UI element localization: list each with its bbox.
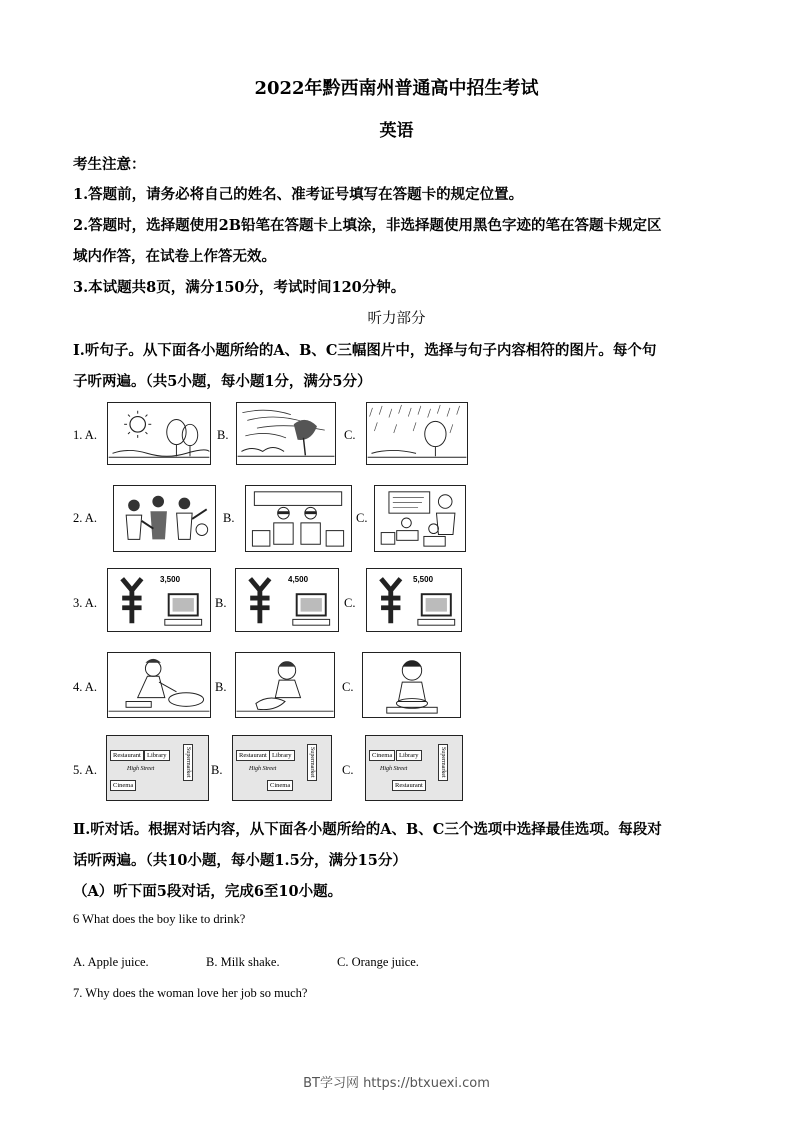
windy-scene-icon (237, 403, 335, 464)
q3-picture-a[interactable] (107, 568, 211, 632)
q4-picture-c[interactable] (362, 652, 461, 718)
map-library-label: Library (144, 750, 170, 761)
map-restaurant-label: Restaurant (110, 750, 144, 761)
q1-picture-a[interactable] (107, 402, 211, 465)
question-6: 6 What does the boy like to drink? (73, 912, 246, 926)
q1-c-label: C. (344, 428, 356, 442)
q6-option-a[interactable]: A. Apple juice. (73, 955, 149, 969)
exam-title: 2022年黔西南州普通高中招生考试 (254, 78, 539, 99)
map-supermarket-label: Supermarket (183, 744, 193, 781)
yuan-computer-icon (236, 569, 338, 631)
exam-subject: 英语 (379, 121, 414, 141)
band-playing-icon (114, 486, 215, 551)
map-library-label: Library (396, 750, 422, 761)
map-cinema-label: Cinema (110, 780, 136, 791)
q1-picture-b[interactable] (236, 402, 336, 465)
sunny-scene-icon (108, 403, 210, 464)
q4-picture-a[interactable] (107, 652, 211, 718)
q3-price-b: 4,500 (288, 575, 309, 584)
footer-watermark: BT学习网 https://btxuexi.com (303, 1076, 490, 1091)
q3-price-a: 3,500 (160, 575, 181, 584)
yuan-computer-icon (108, 569, 210, 631)
map-cinema-label: Cinema (267, 780, 293, 791)
classroom-icon (375, 486, 465, 551)
girl-washing-icon (108, 653, 210, 717)
q1-label: 1. A. (73, 428, 97, 442)
q5-picture-a[interactable] (106, 735, 209, 801)
q5-label: 5. A. (73, 763, 97, 777)
map-restaurant-label: Restaurant (392, 780, 426, 791)
q2-b-label: B. (223, 511, 235, 525)
q1-picture-c[interactable] (366, 402, 468, 465)
q1-b-label: B. (217, 428, 229, 442)
part1-instruction-2: 子听两遍。（共5小题，每小题1分，满分5分） (73, 373, 372, 390)
q5-b-label: B. (211, 763, 223, 777)
q6-option-b[interactable]: B. Milk shake. (206, 955, 280, 969)
q2-picture-a[interactable] (113, 485, 216, 552)
q2-picture-b[interactable] (245, 485, 352, 552)
cinema-audience-icon (246, 486, 351, 551)
notice-item-2: 2.答题时，选择题使用2B铅笔在答题卡上填涂，非选择题使用黑色字迹的笔在答题卡规定区 (73, 217, 662, 234)
q3-picture-b[interactable] (235, 568, 339, 632)
part2-instruction-1: Ⅱ.听对话。根据对话内容，从下面各小题所给的A、B、C三个选项中选择最佳选项。每段对 (73, 821, 662, 838)
q4-label: 4. A. (73, 680, 97, 694)
listening-heading: 听力部分 (367, 311, 426, 327)
q5-picture-b[interactable] (232, 735, 332, 801)
part2-sub-a: （A）听下面5段对话，完成6至10小题。 (73, 883, 343, 900)
q4-picture-b[interactable] (235, 652, 335, 718)
map-street-label: High Street (249, 766, 277, 772)
notice-item-1: 1.答题前，请务必将自己的姓名、准考证号填写在答题卡的规定位置。 (73, 186, 524, 203)
question-7: 7. Why does the woman love her job so much? (73, 986, 308, 1000)
map-library-label: Library (269, 750, 295, 761)
q2-label: 2. A. (73, 511, 97, 525)
map-street-label: High Street (380, 766, 408, 772)
notice-item-2-cont: 域内作答，在试卷上作答无效。 (73, 248, 276, 265)
q6-option-c[interactable]: C. Orange juice. (337, 955, 419, 969)
map-supermarket-label: Supermarket (307, 744, 317, 781)
q5-c-label: C. (342, 763, 354, 777)
notice-heading: 考生注意： (73, 156, 146, 173)
q4-b-label: B. (215, 680, 227, 694)
q2-picture-c[interactable] (374, 485, 466, 552)
notice-item-3: 3.本试题共8页，满分150分，考试时间120分钟。 (73, 279, 406, 296)
map-supermarket-label: Supermarket (438, 744, 448, 781)
q3-b-label: B. (215, 596, 227, 610)
part1-instruction-1: Ⅰ.听句子。从下面各小题所给的A、B、C三幅图片中，选择与句子内容相符的图片。每个句 (73, 342, 657, 359)
map-restaurant-label: Restaurant (236, 750, 270, 761)
q3-picture-c[interactable] (366, 568, 462, 632)
q3-c-label: C. (344, 596, 356, 610)
part2-instruction-2: 话听两遍。（共10小题，每小题1.5分，满分15分） (73, 852, 407, 869)
q5-picture-c[interactable] (365, 735, 463, 801)
boy-cleaning-icon (236, 653, 334, 717)
q3-label: 3. A. (73, 596, 97, 610)
map-street-label: High Street (127, 766, 155, 772)
rainy-scene-icon (367, 403, 467, 464)
q4-c-label: C. (342, 680, 354, 694)
map-cinema-label: Cinema (369, 750, 395, 761)
q2-c-label: C. (356, 511, 368, 525)
q3-price-c: 5,500 (413, 575, 434, 584)
boy-cooking-icon (363, 653, 460, 717)
